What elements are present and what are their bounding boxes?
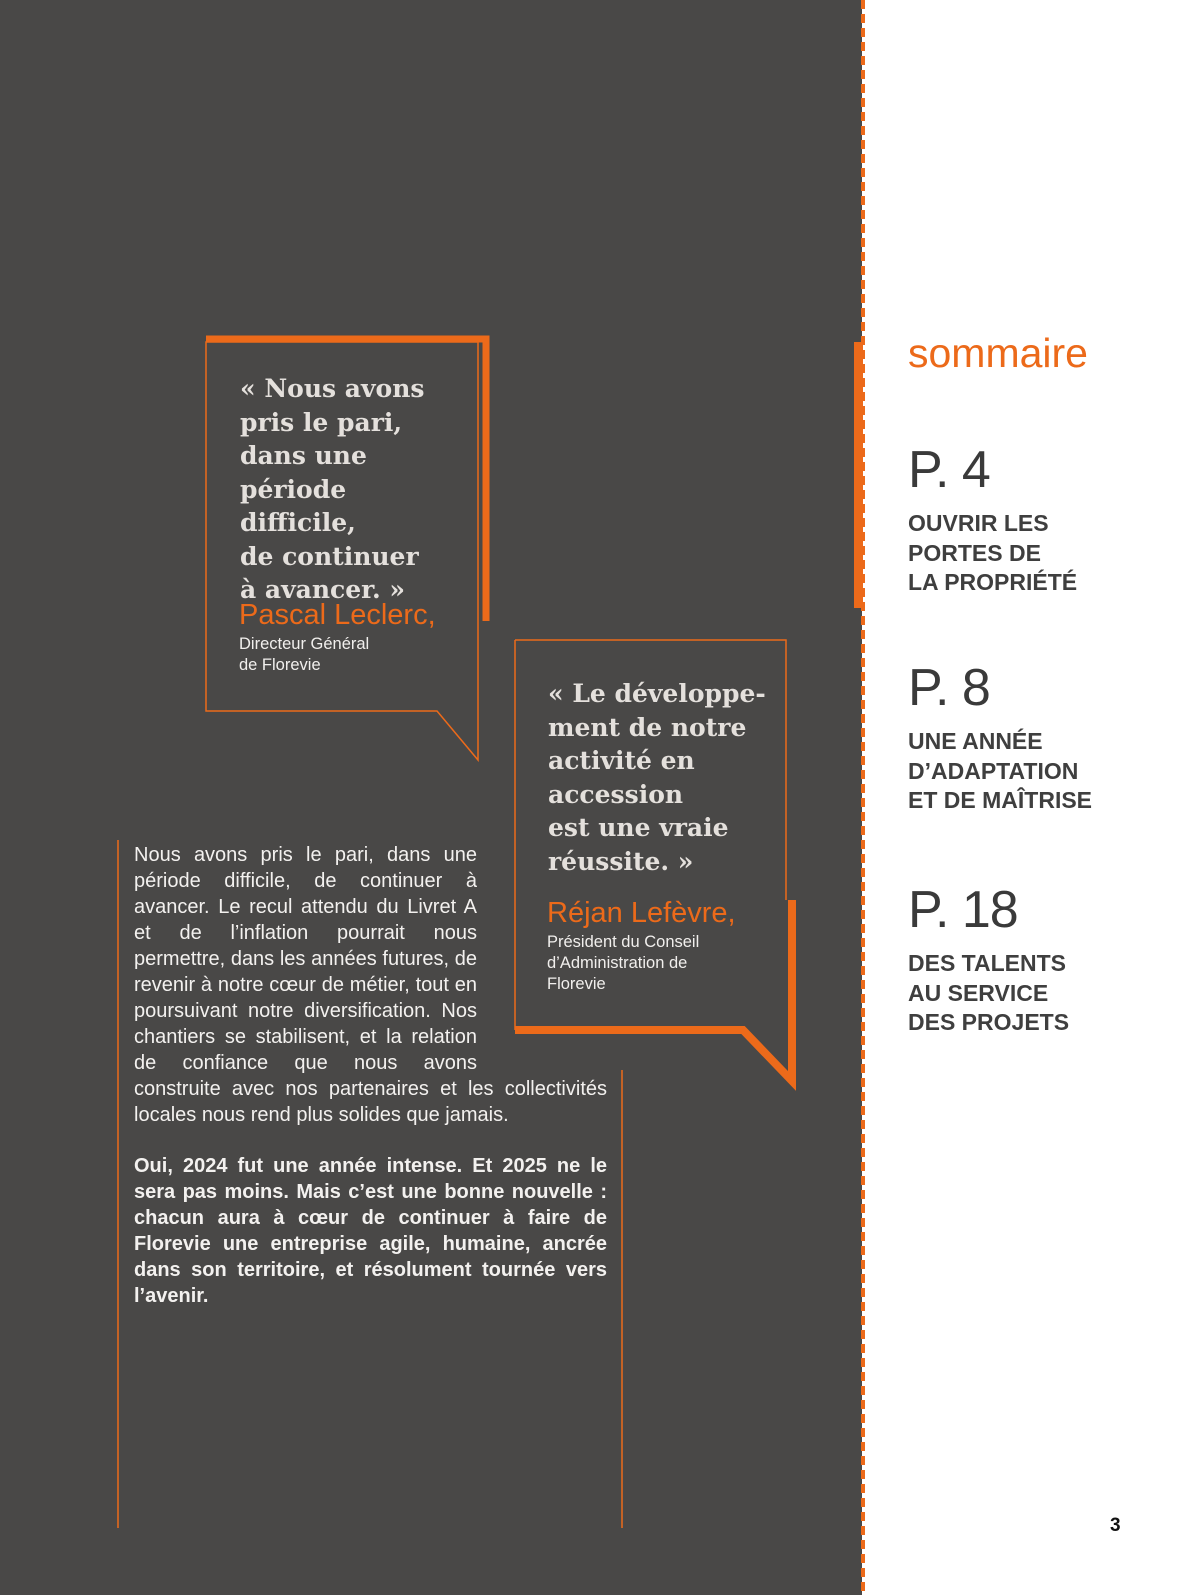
toc-item[interactable] [908,660,1118,816]
toc-label [908,949,1118,1038]
quote-2-line: est une vraie [548,813,729,842]
quote-2-role-line: Florevie [547,975,606,993]
quote-2-role-line: Président du Conseil [547,933,700,951]
quote-2-line: ment de notre [548,712,747,742]
quote-2-author: Réjan Lefèvre, [547,897,736,929]
quote-1-line: « Nous avons [240,374,425,403]
body-text [134,842,607,1309]
quote-1-role [239,634,369,676]
body-paragraph-2: Oui, 2024 fut une année intense. Et 2025 ne le sera pas moins. Mais c’est une bonne nouvelle : chacun aura à cœur de continuer à faire de Florevie une entreprise agile, humaine, ancrée dans son territoire, et résolument tournée vers l’avenir. [134,1155,607,1307]
quote-2-line: activité en [548,746,695,775]
toc-label-line: LA PROPRIÉTÉ [908,569,1078,595]
quote-1-line: période difficile, [240,474,356,537]
toc-accent-bar [854,342,863,608]
quote-1-line: de continuer [240,541,419,571]
toc-label-line: DES PROJETS [908,1009,1070,1035]
quote-1-line: pris le pari, [240,407,403,437]
toc-item[interactable] [908,882,1118,1038]
quote-1-author: Pascal Leclerc, [239,599,436,631]
quote-1-role-line: de Florevie [239,656,321,674]
toc-label-line: AU SERVICE [908,979,1049,1006]
toc-label-line: UNE ANNÉE [908,728,1043,754]
toc-label-line: OUVRIR LES [908,510,1049,536]
toc-label-line: D’ADAPTATION [908,757,1079,784]
text-wrap-spacer [477,842,607,1070]
quote-1-line: à avancer. » [240,575,406,604]
toc-page-number: P. 8 [908,659,990,717]
body-paragraph-1: Nous avons pris le pari, dans une période difficile, de continuer à avancer. Le recul attendu du Livret A et de l’inflation pourrait nous permettre, dans les années futures, de revenir à notre cœur de métier, tout en poursuivant notre diversification. Nos chantiers se stabilisent, et la relation de confiance que nous avons construite avec nos partenaires et les collectivités locales nous rend plus solides que jamais. [134,844,607,1126]
quote-1 [240,372,470,607]
quote-1-role-line: Directeur Général [239,635,370,653]
quote-1-line: dans une [240,441,367,470]
toc-item[interactable] [908,442,1118,598]
toc-label-line: DES TALENTS [908,950,1067,976]
toc-page-number: P. 4 [908,441,990,499]
quote-2-line: réussite. » [548,846,694,876]
toc-label-line: ET DE MAÎTRISE [908,787,1093,813]
toc-page-number: P. 18 [908,881,1018,939]
quote-2-line: « Le développe- [548,679,766,708]
toc-label-line: PORTES DE [908,539,1041,566]
toc-label [908,509,1118,598]
quote-2-line: accession [548,779,684,809]
page-number: 3 [1110,1515,1121,1536]
quote-2-role-line: d’Administration de [547,954,688,972]
toc-title: sommaire [908,330,1088,376]
toc-label [908,727,1118,816]
